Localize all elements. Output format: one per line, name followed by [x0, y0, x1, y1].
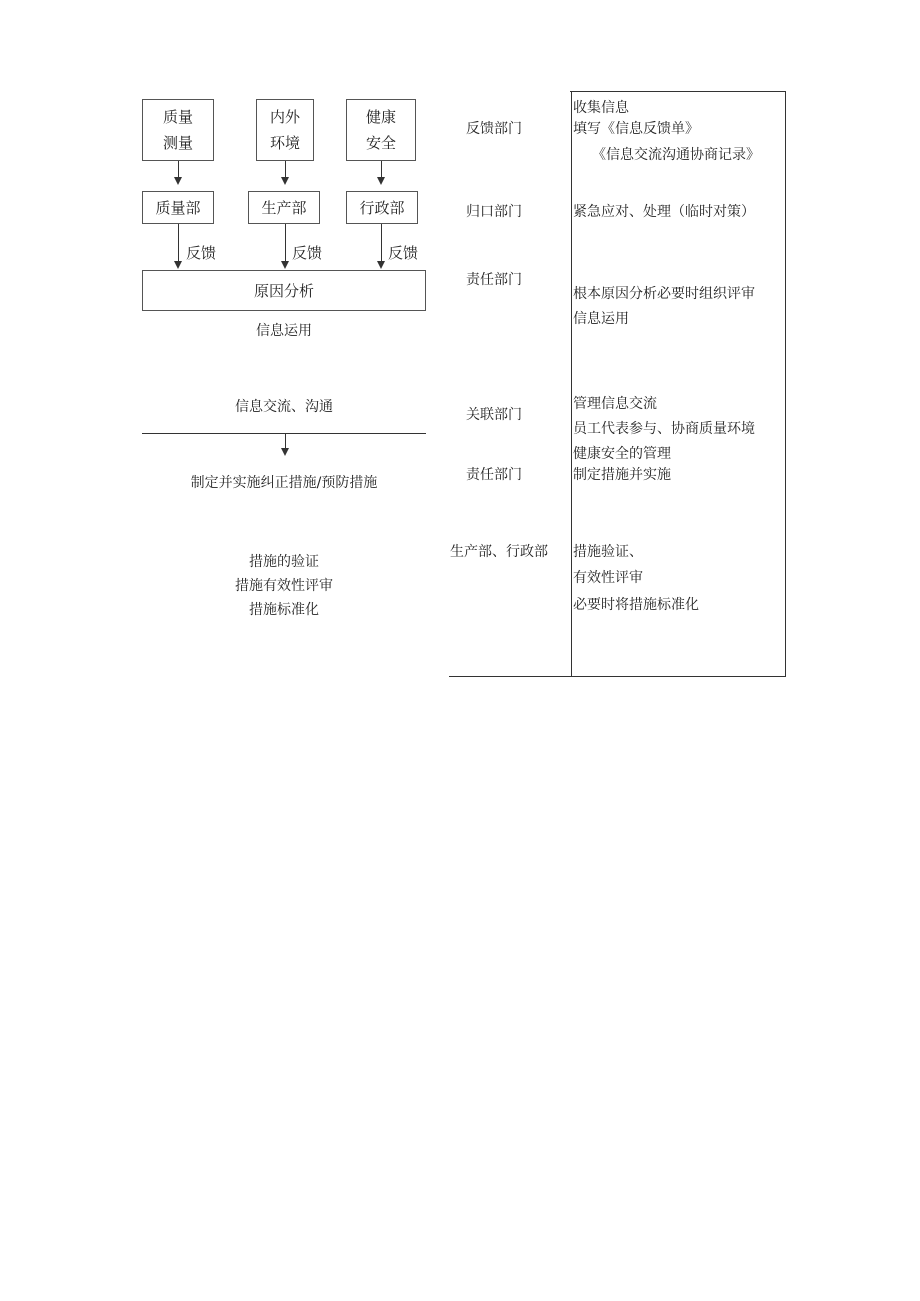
action-line: 《信息交流沟通协商记录》 [592, 147, 760, 163]
source-line1: 内外 [269, 108, 300, 126]
source-line1: 健康 [365, 108, 396, 126]
arrowhead-icon [174, 261, 182, 269]
action-line: 员工代表参与、协商质量环境 [573, 421, 755, 437]
dept-cell: 归口部门 [466, 204, 522, 220]
table-column-divider [571, 91, 572, 676]
feedback-line [381, 224, 382, 262]
dept-cell: 责任部门 [466, 467, 522, 483]
action-line: 收集信息 [573, 100, 629, 116]
action-line: 健康安全的管理 [573, 446, 671, 462]
dept-cell: 责任部门 [466, 272, 522, 288]
connector-line [178, 161, 179, 178]
verify-line: 措施有效性评审 [235, 578, 333, 594]
arrowhead-icon [174, 177, 182, 185]
action-line: 制定措施并实施 [573, 467, 671, 483]
action-line: 填写《信息反馈单》 [573, 121, 699, 137]
action-line: 紧急应对、处理（临时对策） [573, 204, 755, 220]
feedback-label: 反馈 [186, 244, 217, 262]
connector-line [285, 161, 286, 178]
action-line: 根本原因分析必要时组织评审 [573, 286, 755, 302]
feedback-line [178, 224, 179, 262]
dept-label: 质量部 [155, 198, 201, 217]
dept-cell: 生产部、行政部 [450, 544, 548, 560]
source-line2: 安全 [365, 134, 396, 152]
source-line2: 测量 [162, 134, 193, 152]
dept-cell: 关联部门 [466, 407, 522, 423]
connector-line [381, 161, 382, 178]
arrowhead-icon [281, 177, 289, 185]
dept-label: 行政部 [359, 198, 405, 217]
connector-line [285, 433, 286, 449]
analysis-label: 原因分析 [253, 281, 314, 300]
source-box-quality-measure [142, 99, 214, 161]
feedback-label: 反馈 [388, 244, 419, 262]
source-line2: 环境 [269, 134, 300, 152]
corrective-text: 制定并实施纠正措施/预防措施 [190, 475, 378, 491]
feedback-line [285, 224, 286, 262]
arrowhead-icon [281, 448, 289, 456]
table-right-border [785, 91, 786, 676]
dept-box-admin [346, 191, 418, 224]
action-line: 必要时将措施标准化 [573, 597, 699, 613]
dept-box-production [248, 191, 320, 224]
source-box-environment [256, 99, 314, 161]
divider-line [142, 433, 426, 434]
info-use-text: 信息运用 [256, 323, 312, 339]
table-top-border [570, 91, 785, 92]
dept-box-quality [142, 191, 214, 224]
info-exchange-text: 信息交流、沟通 [235, 399, 333, 415]
arrowhead-icon [281, 261, 289, 269]
action-line: 措施验证、 [573, 544, 643, 560]
arrowhead-icon [377, 261, 385, 269]
table-bottom-border [449, 676, 786, 677]
source-box-health-safety [346, 99, 416, 161]
source-line1: 质量 [162, 108, 193, 126]
dept-label: 生产部 [261, 198, 307, 217]
verify-line: 措施的验证 [249, 554, 319, 570]
action-line: 有效性评审 [573, 570, 643, 586]
action-line: 信息运用 [573, 311, 629, 327]
action-line: 管理信息交流 [573, 396, 657, 412]
dept-cell: 反馈部门 [466, 121, 522, 137]
feedback-label: 反馈 [292, 244, 323, 262]
arrowhead-icon [377, 177, 385, 185]
analysis-box [142, 270, 426, 311]
verify-line: 措施标准化 [249, 602, 319, 618]
